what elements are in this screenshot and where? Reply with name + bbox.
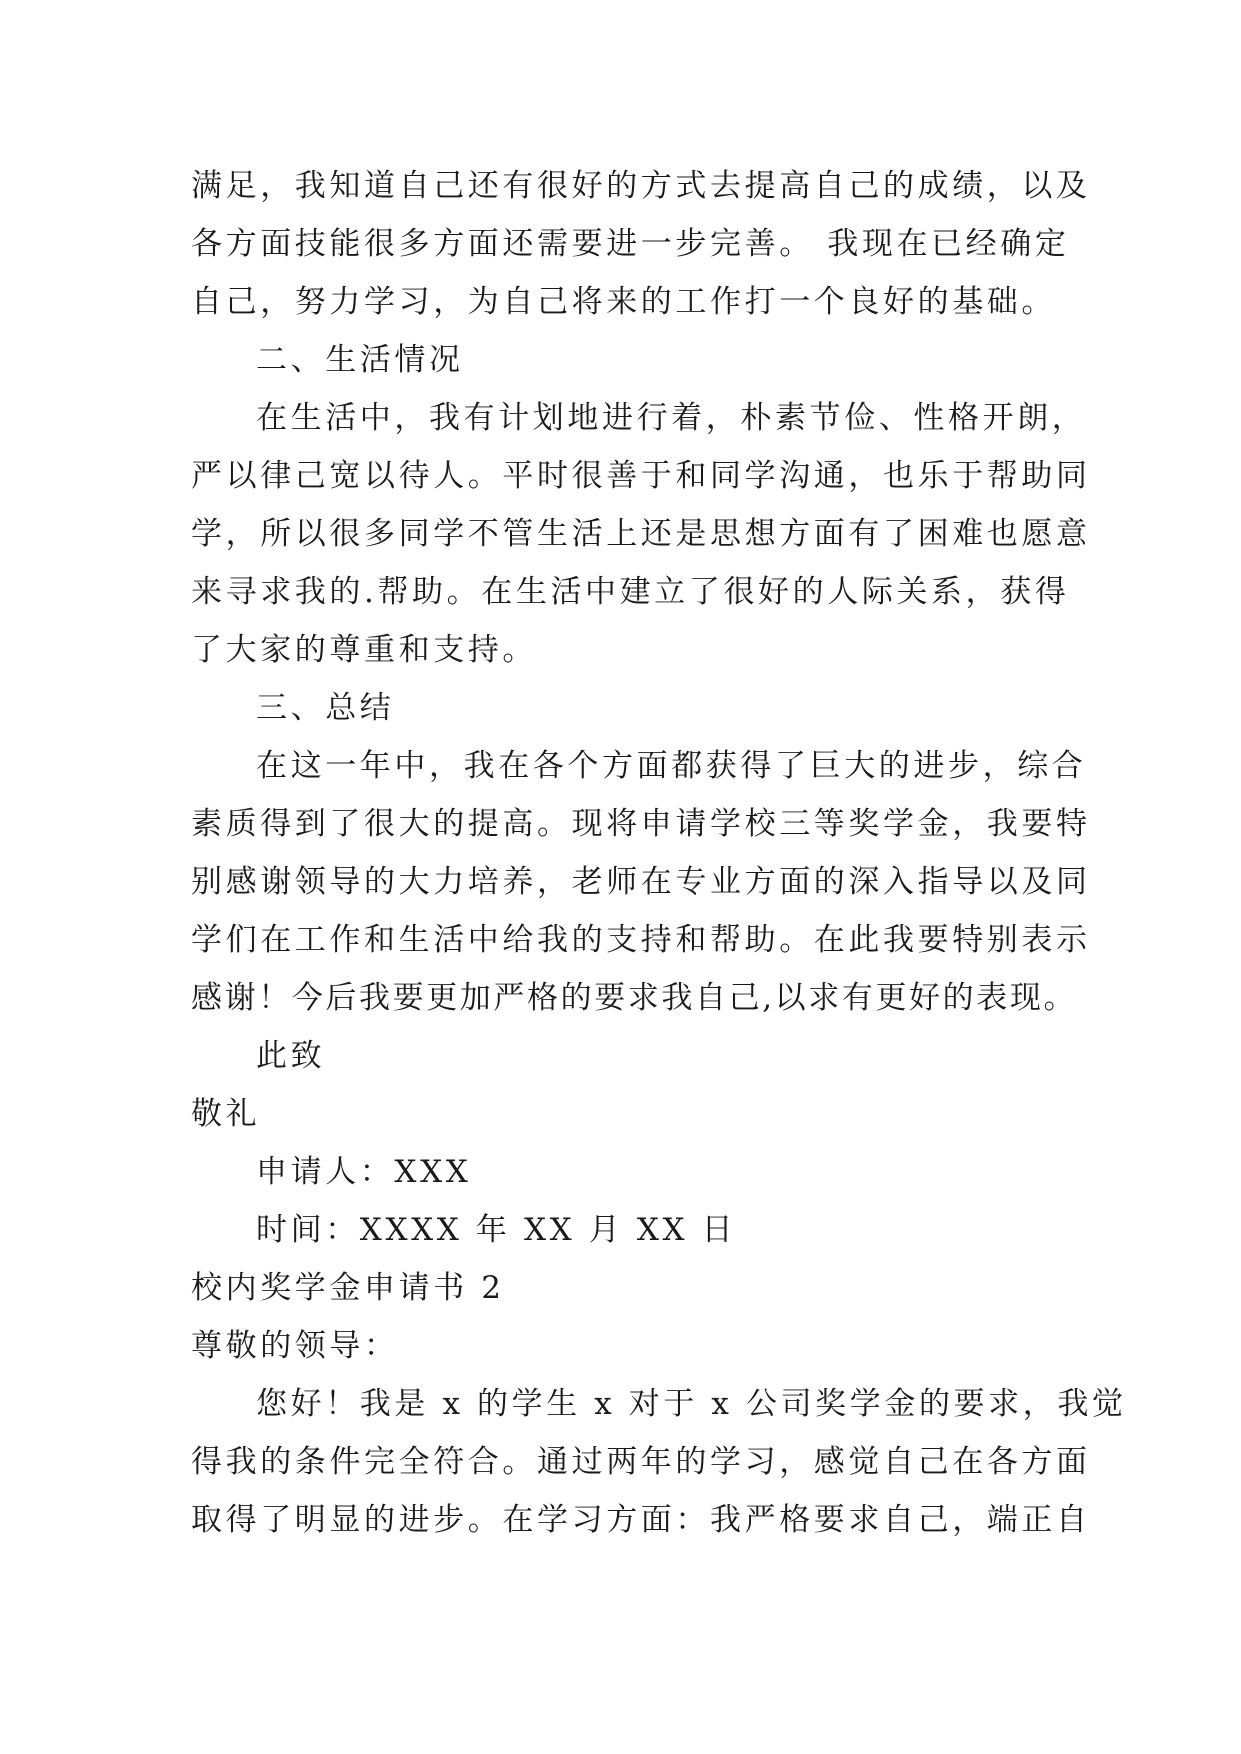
- paragraph-line: 满足，我知道自己还有很好的方式去提高自己的成绩，以及: [191, 168, 1091, 204]
- paragraph-line: 别感谢领导的大力培养，老师在专业方面的深入指导以及同: [191, 864, 1091, 900]
- greeting: 尊敬的领导：: [191, 1328, 399, 1364]
- paragraph-line: 在生活中，我有计划地进行着，朴素节俭、性格开朗，: [256, 400, 1087, 436]
- closing-salutation: 此致: [256, 1038, 326, 1074]
- paragraph-line: 取得了明显的进步。在学习方面：我严格要求自己，端正自: [191, 1502, 1091, 1538]
- closing-respect: 敬礼: [191, 1096, 261, 1132]
- paragraph-line: 来寻求我的.帮助。在生活中建立了很好的人际关系，获得: [191, 574, 1070, 610]
- section-heading: 二、生活情况: [256, 342, 464, 378]
- paragraph-line: 学，所以很多同学不管生活上还是思想方面有了困难也愿意: [191, 516, 1091, 552]
- paragraph-line: 感谢！今后我要更加严格的要求我自己,以求有更好的表现。: [191, 980, 1078, 1016]
- applicant-line: 申请人：XXX: [256, 1154, 472, 1190]
- paragraph-line: 得我的条件完全符合。通过两年的学习，感觉自己在各方面: [191, 1444, 1091, 1480]
- paragraph-line: 严以律己宽以待人。平时很善于和同学沟通，也乐于帮助同: [191, 458, 1091, 494]
- paragraph-line: 素质得到了很大的提高。现将申请学校三等奖学金，我要特: [191, 806, 1091, 842]
- section-heading: 三、总结: [256, 690, 395, 726]
- paragraph-line: 自己，努力学习，为自己将来的工作打一个良好的基础。: [191, 284, 1056, 320]
- document-title: 校内奖学金申请书 2: [191, 1270, 505, 1306]
- paragraph-line: 了大家的尊重和支持。: [191, 632, 537, 668]
- paragraph-line: 在这一年中，我在各个方面都获得了巨大的进步，综合: [256, 748, 1087, 784]
- paragraph-line: 您好！我是 x 的学生 x 对于 x 公司奖学金的要求，我觉: [256, 1386, 1127, 1422]
- paragraph-line: 学们在工作和生活中给我的支持和帮助。在此我要特别表示: [191, 922, 1091, 958]
- date-line: 时间：XXXX 年 XX 月 XX 日: [256, 1212, 737, 1248]
- paragraph-line: 各方面技能很多方面还需要进一步完善。 我现在已经确定: [191, 226, 1070, 262]
